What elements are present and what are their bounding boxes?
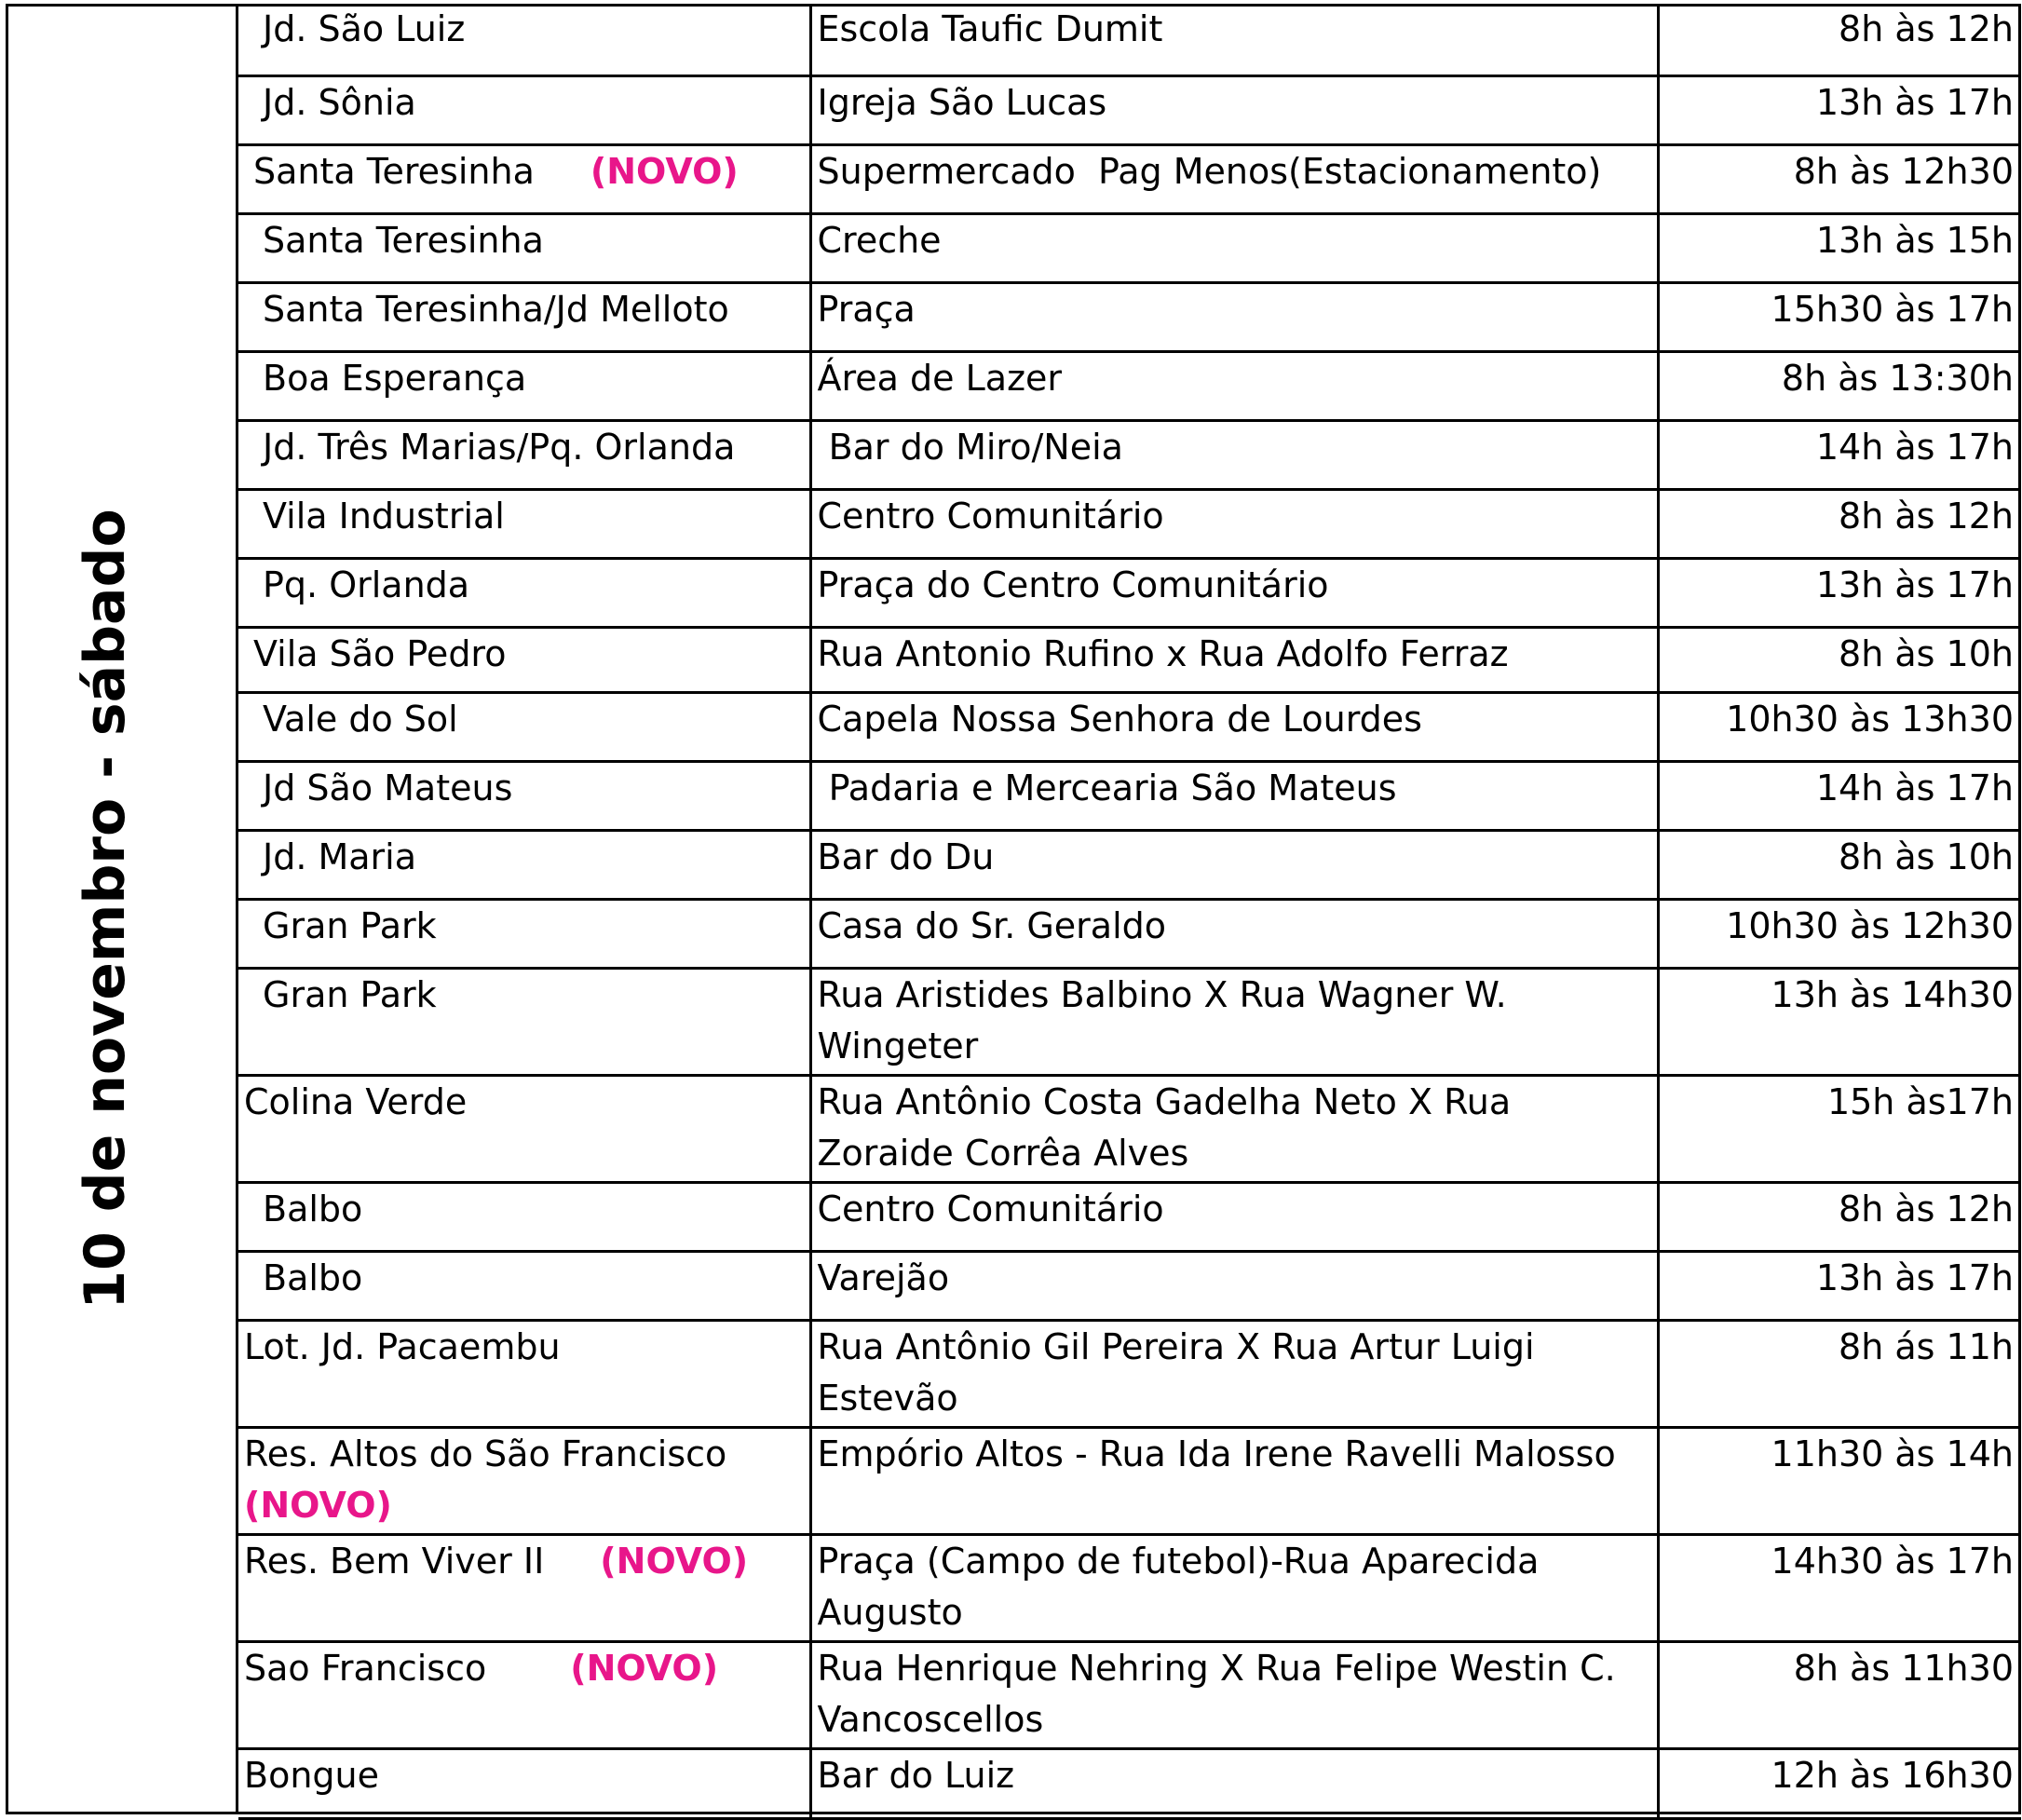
bairro-name: Vale do Sol <box>263 698 458 740</box>
table-row <box>238 627 2021 692</box>
bairro-name: Vila São Pedro <box>253 632 507 674</box>
date-label: 10 de novembro - sábado <box>73 509 138 1310</box>
horario-cell: 8h às 10h <box>1658 830 2021 899</box>
bairro-name: Jd São Mateus <box>263 767 513 808</box>
table-row <box>238 4 2021 75</box>
bairro-name: Boa Esperança <box>263 357 527 399</box>
bairro-name: Lot. Jd. Pacaembu <box>244 1325 561 1367</box>
bairro-cell <box>238 1641 810 1748</box>
local-cell: Empório Altos - Rua Ida Irene Ravelli Malosso <box>810 1427 1658 1534</box>
bairro-cell <box>238 1251 810 1320</box>
bairro-cell <box>238 1534 810 1641</box>
table-row <box>238 282 2021 351</box>
bairro-name: Res. Bem Viver II <box>244 1540 545 1582</box>
novo-badge: (NOVO) <box>590 150 739 192</box>
table-row <box>238 761 2021 830</box>
horario-cell: 14h às 17h <box>1658 420 2021 489</box>
bairro-name: Jd. Três Marias/Pq. Orlanda <box>263 426 736 468</box>
local-cell: Praça (Campo de futebol)-Rua Aparecida Augusto <box>810 1534 1658 1641</box>
table-row <box>238 144 2021 213</box>
bairro-name: Bongue <box>244 1754 379 1796</box>
bairro-cell <box>238 144 810 213</box>
bairro-cell <box>238 761 810 830</box>
bairro-name: Santa Teresinha <box>263 219 544 261</box>
bairro-cell <box>238 1075 810 1182</box>
bairro-cell <box>238 627 810 692</box>
horario-cell: 8h às 12h <box>1658 489 2021 558</box>
table-row <box>238 558 2021 627</box>
horario-cell: 13h às 15h <box>1658 213 2021 282</box>
bairro-cell <box>238 213 810 282</box>
bairro-cell <box>238 692 810 761</box>
bairro-name: Sao Francisco <box>244 1647 487 1689</box>
bairro-name: Jd. Maria <box>263 835 417 877</box>
horario-cell: 10h30 às 12h30 <box>1658 899 2021 968</box>
table-row <box>238 968 2021 1075</box>
table-row <box>238 1641 2021 1748</box>
bairro-cell <box>238 351 810 420</box>
horario-cell: 14h30 às 17h <box>1658 1534 2021 1641</box>
horario-cell: 13h às 17h <box>1658 75 2021 144</box>
local-cell: Rua Antônio Costa Gadelha Neto X Rua Zoraide Corrêa Alves <box>810 1075 1658 1182</box>
local-cell: Varejão <box>810 1251 1658 1320</box>
table-row <box>238 420 2021 489</box>
local-cell: Creche <box>810 213 1658 282</box>
local-cell: Bar do Miro/Neia <box>810 420 1658 489</box>
local-cell: Praça do Centro Comunitário <box>810 558 1658 627</box>
local-cell: Casa do Sr. Geraldo <box>810 899 1658 968</box>
horario-cell: 11h30 às 14h <box>1658 1427 2021 1534</box>
local-cell: Padaria e Mercearia São Mateus <box>810 761 1658 830</box>
local-cell: Capela Nossa Senhora de Lourdes <box>810 692 1658 761</box>
local-cell: Centro Comunitário <box>810 489 1658 558</box>
local-cell: Bar do Du <box>810 830 1658 899</box>
date-column <box>6 4 238 1814</box>
table-row <box>238 830 2021 899</box>
bairro-name: Jd. Sônia <box>263 81 416 123</box>
novo-badge: (NOVO) <box>600 1540 749 1582</box>
local-cell: Praça <box>810 282 1658 351</box>
local-cell: Escola Taufic Dumit <box>810 4 1658 75</box>
bairro-name: Colina Verde <box>244 1080 468 1122</box>
table-row <box>238 1320 2021 1427</box>
horario-cell: 12h às 16h30 <box>1658 1748 2021 1818</box>
bairro-cell <box>238 899 810 968</box>
table-row <box>238 1182 2021 1251</box>
bairro-name: Gran Park <box>263 973 437 1015</box>
horario-cell: 8h às 12h <box>1658 1182 2021 1251</box>
horario-cell: 13h às 17h <box>1658 558 2021 627</box>
bairro-cell <box>238 830 810 899</box>
bairro-name: Gran Park <box>263 904 437 946</box>
bairro-cell <box>238 968 810 1075</box>
table-row <box>238 1534 2021 1641</box>
bairro-cell <box>238 1182 810 1251</box>
local-cell: Rua Henrique Nehring X Rua Felipe Westin C. Vancoscellos <box>810 1641 1658 1748</box>
local-cell: Rua Aristides Balbino X Rua Wagner W. Wingeter <box>810 968 1658 1075</box>
schedule-table <box>238 4 2021 1820</box>
local-cell: Centro Comunitário <box>810 1182 1658 1251</box>
bairro-name: Res. Altos do São Francisco <box>244 1433 727 1474</box>
bairro-name: Vila Industrial <box>263 495 505 536</box>
local-cell: Rua Antonio Rufino x Rua Adolfo Ferraz <box>810 627 1658 692</box>
horario-cell: 8h às 13:30h <box>1658 351 2021 420</box>
table-row <box>238 351 2021 420</box>
local-cell: Bar do Luiz <box>810 1748 1658 1818</box>
local-cell: Igreja São Lucas <box>810 75 1658 144</box>
table-row <box>238 75 2021 144</box>
bairro-cell <box>238 1427 810 1534</box>
table-row <box>238 692 2021 761</box>
bairro-cell <box>238 558 810 627</box>
horario-cell: 13h às 14h30 <box>1658 968 2021 1075</box>
bairro-name: Pq. Orlanda <box>263 564 470 605</box>
table-row <box>238 213 2021 282</box>
table-row <box>238 1251 2021 1320</box>
local-cell: Área de Lazer <box>810 351 1658 420</box>
horario-cell: 13h às 17h <box>1658 1251 2021 1320</box>
bairro-name: Jd. São Luiz <box>263 8 466 49</box>
table-row <box>238 489 2021 558</box>
local-cell: Supermercado Pag Menos(Estacionamento) <box>810 144 1658 213</box>
table-row <box>238 1427 2021 1534</box>
bairro-cell <box>238 75 810 144</box>
bairro-name: Balbo <box>263 1256 363 1298</box>
novo-badge: (NOVO) <box>244 1484 392 1526</box>
bairro-cell <box>238 282 810 351</box>
table-row <box>238 899 2021 968</box>
bairro-cell <box>238 1748 810 1818</box>
horario-cell: 8h às 11h30 <box>1658 1641 2021 1748</box>
bairro-name: Santa Teresinha/Jd Melloto <box>263 288 729 330</box>
horario-cell: 15h às17h <box>1658 1075 2021 1182</box>
table-row <box>238 1075 2021 1182</box>
bairro-name: Santa Teresinha <box>253 150 535 192</box>
table-row <box>238 1748 2021 1818</box>
horario-cell: 8h às 12h30 <box>1658 144 2021 213</box>
bairro-cell <box>238 489 810 558</box>
local-cell: Rua Antônio Gil Pereira X Rua Artur Luigi Estevão <box>810 1320 1658 1427</box>
horario-cell: 8h às 12h <box>1658 4 2021 75</box>
novo-badge: (NOVO) <box>570 1647 719 1689</box>
bairro-cell <box>238 420 810 489</box>
horario-cell: 8h às 10h <box>1658 627 2021 692</box>
horario-cell: 8h ás 11h <box>1658 1320 2021 1427</box>
horario-cell: 14h às 17h <box>1658 761 2021 830</box>
bairro-cell <box>238 1320 810 1427</box>
bairro-cell <box>238 4 810 75</box>
horario-cell: 15h30 às 17h <box>1658 282 2021 351</box>
bairro-name: Balbo <box>263 1188 363 1229</box>
horario-cell: 10h30 às 13h30 <box>1658 692 2021 761</box>
